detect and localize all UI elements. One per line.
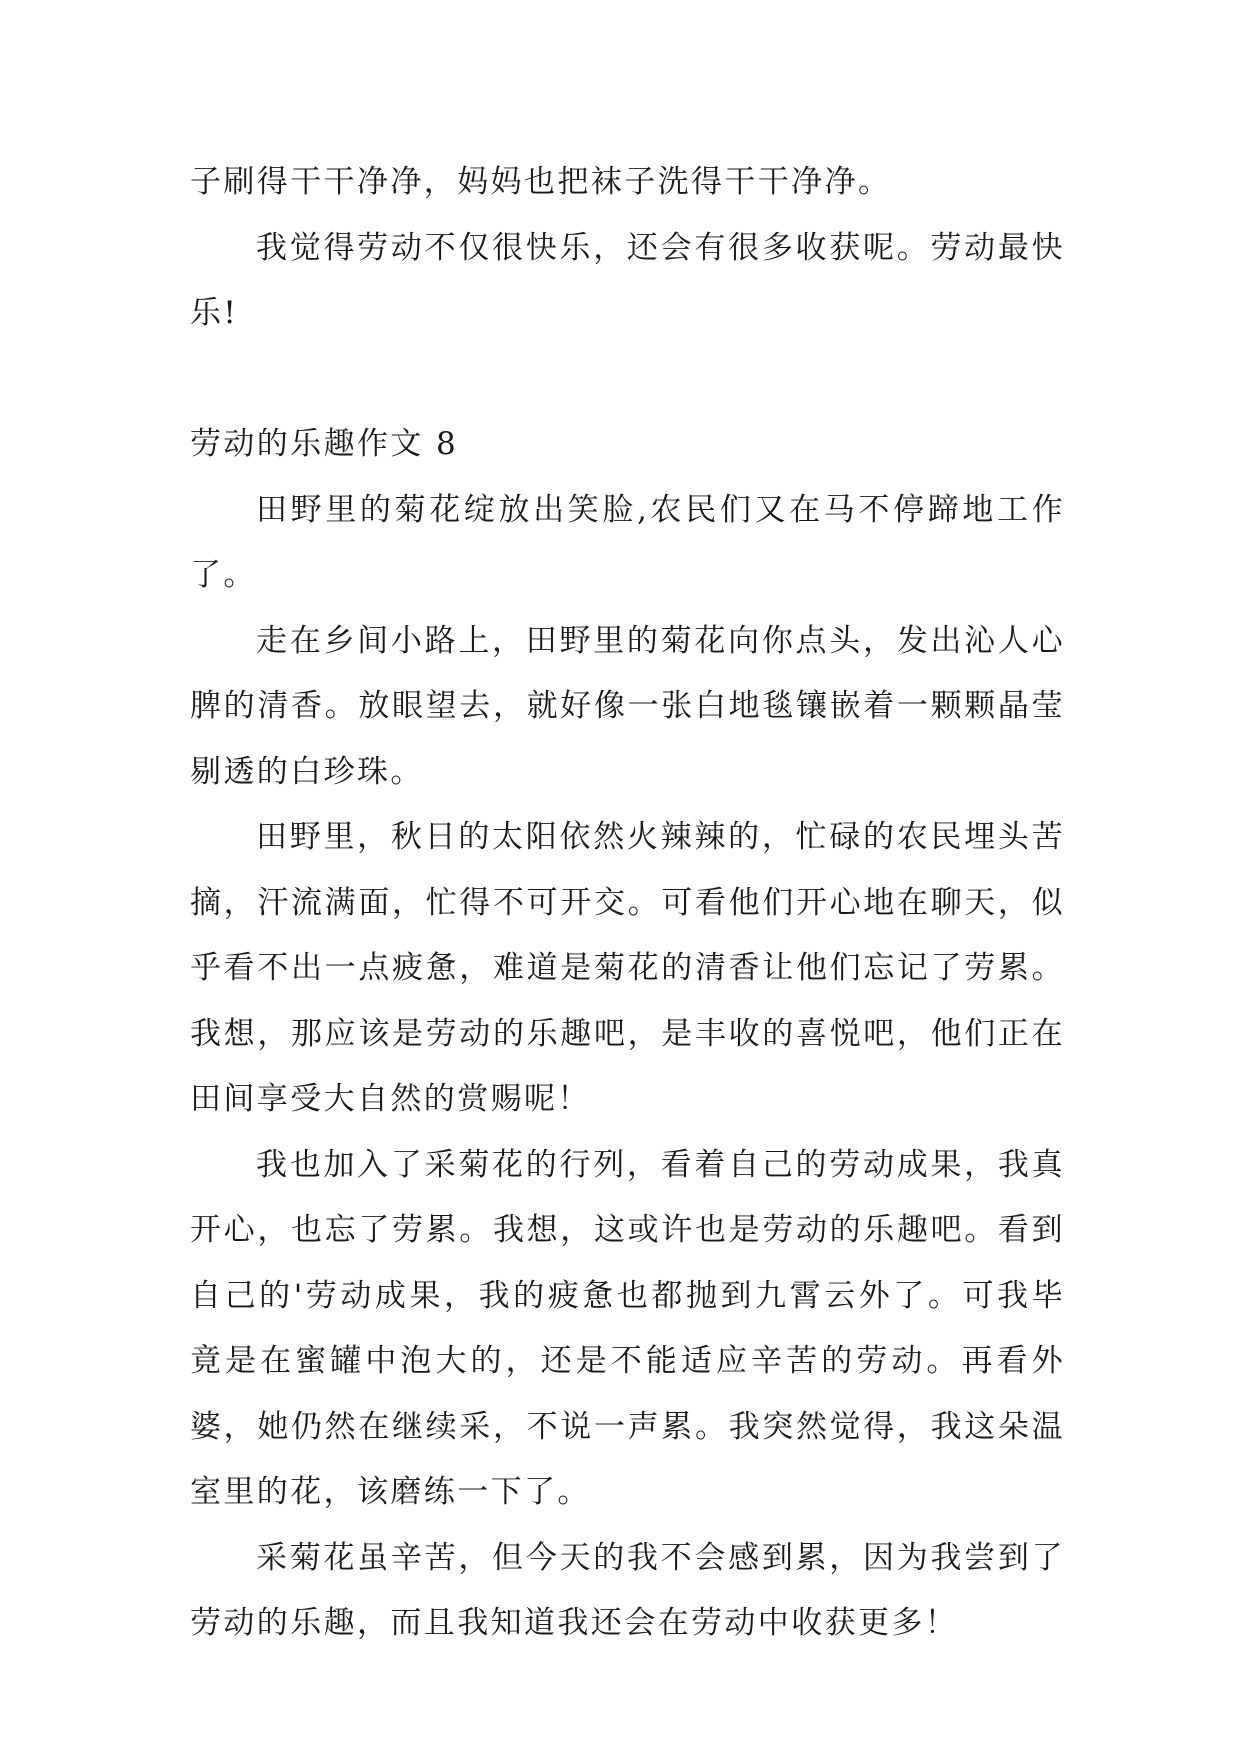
section-spacer [190, 347, 1065, 413]
section-title: 劳动的乐趣作文 8 [190, 426, 459, 462]
paragraph-conclusion: 我觉得劳动不仅很快乐，还会有很多收获呢。劳动最快乐! [190, 229, 1065, 331]
paragraph-4: 我也加入了采菊花的行列，看着自己的劳动成果，我真开心，也忘了劳累。我想，这或许也是劳动的乐趣吧。看到自己的'劳动成果，我的疲惫也都抛到九霄云外了。可我毕竟是在蜜罐中泡大的，还是不能适应辛苦的劳动。再看外婆，她仍然在继续采，不说一声累。我突然觉得，我这朵温室里的花，该磨练一下了。 [190, 1146, 1065, 1510]
paragraph-2: 走在乡间小路上，田野里的菊花向你点头，发出沁人心脾的清香。放眼望去，就好像一张白地毯镶嵌着一颗颗晶莹剔透的白珍珠。 [190, 622, 1065, 790]
paragraph-1: 田野里的菊花绽放出笑脸,农民们又在马不停蹄地工作了。 [190, 491, 1065, 593]
paragraph-continued: 子刷得干干净净，妈妈也把袜子洗得干干净净。 [190, 164, 892, 200]
paragraph-3: 田野里，秋日的太阳依然火辣辣的，忙碌的农民埋头苦摘，汗流满面，忙得不可开交。可看他们开心地在聊天，似乎看不出一点疲惫，难道是菊花的清香让他们忘记了劳累。我想，那应该是劳动的乐趣吧，是丰收的喜悦吧，他们正在田间享受大自然的赏赐呢！ [190, 819, 1065, 1117]
paragraph-5: 采菊花虽辛苦，但今天的我不会感到累，因为我尝到了劳动的乐趣，而且我知道我还会在劳动中收获更多！ [190, 1539, 1065, 1641]
document-body [190, 150, 1065, 1657]
